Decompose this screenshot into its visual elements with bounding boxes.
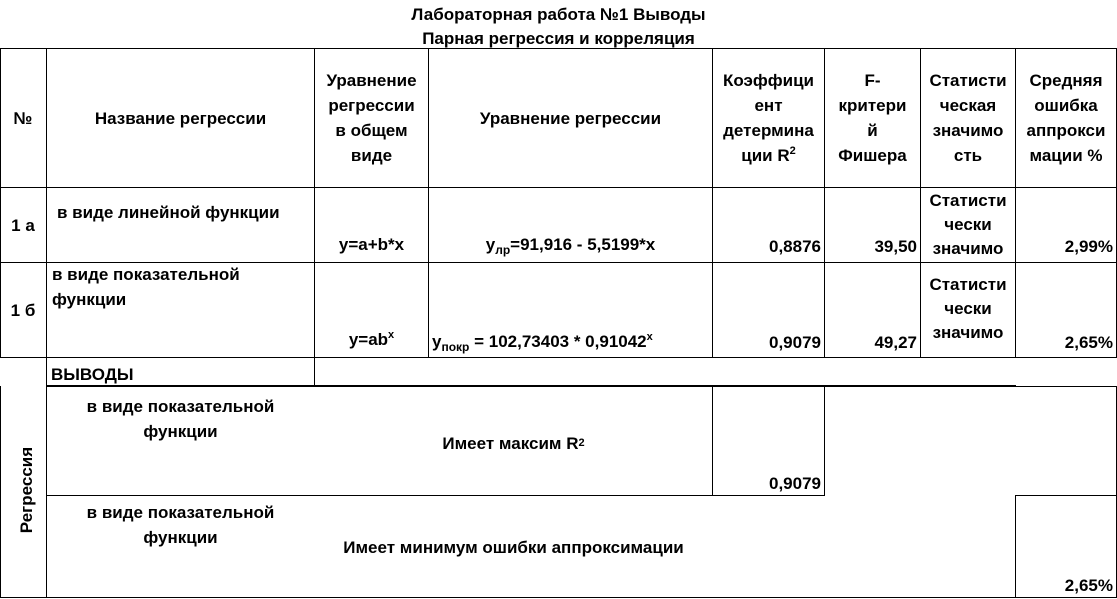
header-text: й xyxy=(867,121,878,140)
grid-line xyxy=(0,386,1,598)
header-text: ции $R^2$ xyxy=(741,145,796,165)
header-text: ент xyxy=(754,96,783,115)
header-text: Статисти xyxy=(929,71,1007,90)
row-approx-error: 2,65% xyxy=(1064,333,1113,352)
cell-text: функции xyxy=(143,528,218,547)
grid-line xyxy=(46,495,824,496)
header-text: виде xyxy=(350,146,393,165)
conclusion-regression-name xyxy=(47,500,314,550)
conclusions-label: ВЫВОДЫ xyxy=(51,365,134,384)
row-name xyxy=(52,262,240,312)
cell-text: в виде показательной xyxy=(86,503,275,522)
row-significance xyxy=(921,273,1015,345)
grid-line xyxy=(1015,495,1117,496)
conclusion-criterion: Имеет минимум ошибки аппроксимации xyxy=(343,537,684,557)
row-equation: $y_{лр}=91,916 - 5,5199*x$ xyxy=(485,235,656,257)
header-equation: Уравнение регрессии xyxy=(479,108,662,128)
side-label: Регрессия xyxy=(17,446,36,534)
cell-text: функции xyxy=(143,422,218,441)
header-text: сть xyxy=(953,146,983,165)
header-significance xyxy=(921,49,1015,187)
conclusion-criterion: Имеет максим R 2 xyxy=(442,433,585,453)
row-general-equation: $y=ab^x$ xyxy=(348,329,395,349)
header-text: в общем xyxy=(335,121,408,140)
cell-text: чески xyxy=(944,299,992,318)
cell-text: значимо xyxy=(932,323,1004,342)
row-num: 1 б xyxy=(10,300,36,320)
row-name: в виде линейной функции xyxy=(57,203,280,222)
row-significance xyxy=(921,188,1015,262)
row-equation: $y_{покр} = 102,73403 * 0,91042^x$ xyxy=(432,331,653,354)
grid-line xyxy=(0,357,1117,358)
header-text: значимо xyxy=(932,121,1004,140)
header-text: аппрокси xyxy=(1026,121,1106,140)
header-text: ошибка xyxy=(1034,96,1098,115)
page-title: Лабораторная работа №1 Выводы xyxy=(411,5,706,24)
header-num: № xyxy=(13,108,33,128)
header-text: детермина xyxy=(723,121,814,140)
header-text: Уравнение xyxy=(326,71,417,90)
cell-text: функции xyxy=(52,290,127,309)
header-text: Средняя xyxy=(1029,71,1103,90)
cell-text: в виде показательной xyxy=(86,397,275,416)
row-approx-error: 2,99% xyxy=(1064,237,1113,256)
cell-text: в виде показательной xyxy=(52,265,240,284)
row-r2: 0,8876 xyxy=(769,237,821,256)
cell-text: Статисти xyxy=(929,275,1007,294)
row-fisher: 39,50 xyxy=(874,237,917,256)
header-text: Коэффици xyxy=(722,71,815,90)
header-r2 xyxy=(713,49,824,187)
row-general-equation: y=a+b*x xyxy=(338,235,405,254)
cell-text: чески xyxy=(944,215,992,234)
header-name: Название регрессии xyxy=(94,108,267,128)
header-text: ческая xyxy=(939,96,997,115)
header-text: Фишера xyxy=(838,146,907,165)
conclusion-value: 0,9079 xyxy=(769,474,821,493)
conclusion-regression-name xyxy=(47,394,314,444)
grid-line xyxy=(824,386,825,496)
header-text: регрессии xyxy=(328,96,415,115)
header-text: критери xyxy=(838,96,907,115)
row-fisher: 49,27 xyxy=(874,333,917,352)
header-approx-error xyxy=(1016,49,1116,187)
row-r2: 0,9079 xyxy=(769,333,821,352)
header-fisher xyxy=(825,49,920,187)
cell-text: Статисти xyxy=(929,191,1007,210)
header-general-equation xyxy=(315,49,428,187)
row-num: 1 а xyxy=(11,215,35,235)
cell-text: значимо xyxy=(932,239,1004,258)
header-text: мации % xyxy=(1029,146,1103,165)
page-subtitle: Парная регрессия и корреляция xyxy=(422,29,695,48)
grid-line xyxy=(0,597,1117,598)
header-text: F- xyxy=(864,71,881,90)
conclusion-value: 2,65% xyxy=(1064,576,1113,595)
grid-line xyxy=(46,386,1117,387)
